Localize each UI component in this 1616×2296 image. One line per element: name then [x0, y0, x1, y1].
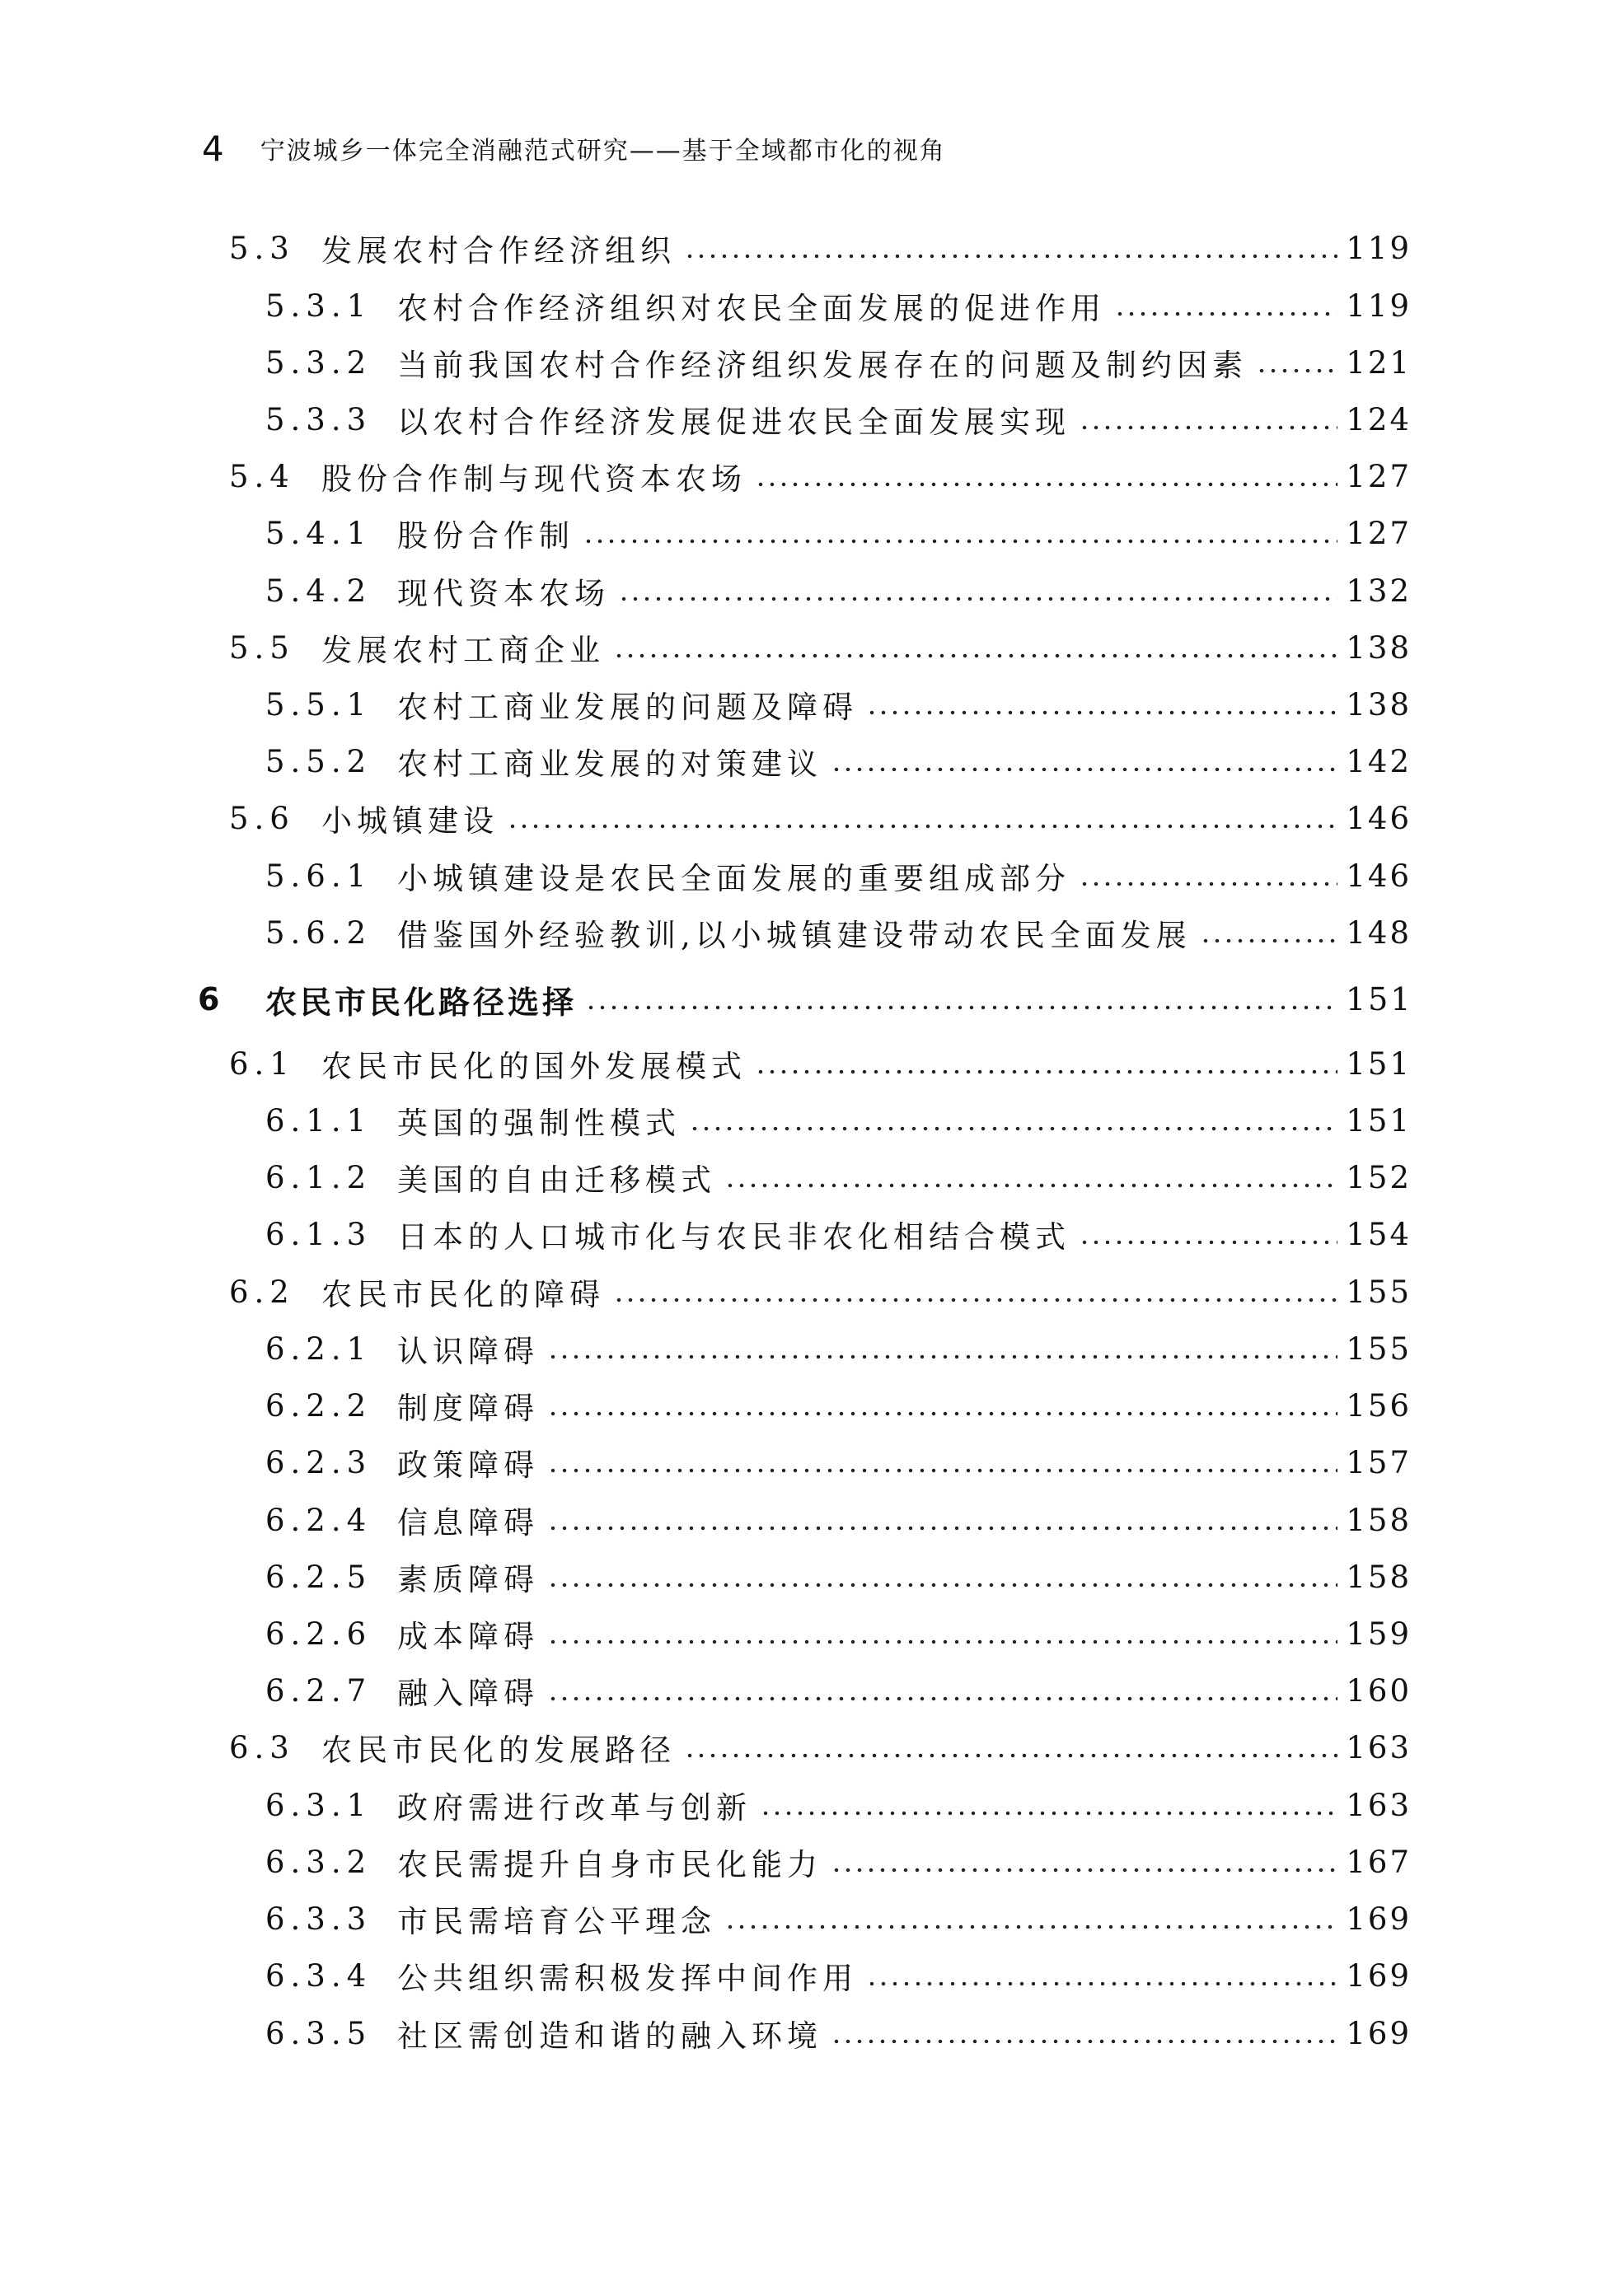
dot-leader	[1200, 917, 1337, 948]
toc-entry-title: 素质障碍	[397, 1562, 539, 1597]
toc-entry-title: 政府需进行改革与创新	[397, 1790, 752, 1826]
dot-leader	[755, 1048, 1337, 1079]
toc-entry-page: 152	[1346, 1159, 1412, 1195]
dot-leader	[547, 1333, 1337, 1364]
toc-entry-title: 农村合作经济组织对农民全面发展的促进作用	[397, 291, 1106, 326]
toc-entry-page: 156	[1346, 1387, 1412, 1424]
dot-leader	[755, 461, 1337, 492]
dot-leader	[684, 232, 1337, 264]
dot-leader	[724, 1903, 1337, 1934]
toc-entry	[229, 797, 1412, 839]
toc-entry-page: 151	[1346, 1102, 1412, 1139]
toc-entry-page: 121	[1346, 344, 1412, 381]
running-header	[202, 124, 946, 173]
toc-entry-title: 农民需提升自身市民化能力	[397, 1847, 822, 1882]
dot-leader	[547, 1561, 1337, 1592]
toc-entry-title: 制度障碍	[397, 1391, 539, 1426]
toc-entry-title: 股份合作制	[397, 518, 574, 554]
toc-entry	[265, 1784, 1412, 1826]
toc-entry-page: 163	[1346, 1787, 1412, 1823]
toc-entry-number: 6.3.5	[265, 2015, 372, 2051]
toc-entry-page: 119	[1346, 230, 1412, 266]
toc-entry-title: 英国的强制性模式	[397, 1106, 681, 1141]
toc-entry-title: 现代资本农场	[397, 576, 610, 611]
toc-entry-number: 5.6.2	[265, 914, 372, 951]
toc-entry	[265, 1555, 1412, 1598]
dot-leader	[684, 1732, 1337, 1763]
toc-entry-title: 美国的自由迁移模式	[397, 1162, 716, 1198]
toc-entry-page: 155	[1346, 1274, 1412, 1310]
toc-entry	[265, 1669, 1412, 1712]
toc-entry-page: 163	[1346, 1729, 1412, 1765]
toc-entry-title: 市民需培育公平理念	[397, 1904, 716, 1939]
toc-entry-number: 6.2.2	[265, 1387, 372, 1424]
toc-entry-title: 小城镇建设	[321, 803, 499, 839]
dot-leader	[724, 1162, 1337, 1193]
toc-entry-title: 成本障碍	[397, 1619, 539, 1654]
toc-entry-title: 农村工商业发展的对策建议	[397, 746, 822, 782]
dot-leader	[689, 1105, 1337, 1136]
toc-entry-page: 157	[1346, 1444, 1412, 1480]
toc-entry-number: 6.2.6	[265, 1616, 372, 1652]
dot-leader	[613, 632, 1337, 663]
toc-entry-page: 169	[1346, 1901, 1412, 1937]
toc-entry-title: 农民市民化的障碍	[321, 1277, 605, 1312]
toc-entry-number: 5.3.2	[265, 344, 372, 381]
dot-leader	[547, 1675, 1337, 1706]
dot-leader	[831, 1846, 1337, 1877]
toc-entry	[265, 1954, 1412, 1997]
toc-entry	[265, 1156, 1412, 1199]
toc-entry-page: 146	[1346, 858, 1412, 894]
toc-entry-number: 6.2.4	[265, 1502, 372, 1538]
toc-entry-title: 小城镇建设是农民全面发展的重要组成部分	[397, 861, 1070, 896]
toc-entry	[265, 284, 1412, 327]
toc-entry-number: 6.2.3	[265, 1444, 372, 1480]
toc-entry	[265, 512, 1412, 554]
toc-entry-number: 5.4.2	[265, 573, 372, 609]
toc-entry-title: 融入障碍	[397, 1676, 539, 1711]
toc-entry-title: 信息障碍	[397, 1505, 539, 1541]
toc-entry-page: 151	[1346, 981, 1413, 1017]
toc-entry-number: 5.3.3	[265, 401, 372, 437]
toc-entry	[198, 978, 1412, 1021]
toc-entry	[229, 227, 1412, 269]
toc-entry-title: 农民市民化路径选择	[265, 984, 578, 1021]
dot-leader	[1079, 860, 1337, 891]
toc-entry	[265, 1384, 1412, 1427]
toc-entry	[265, 740, 1412, 783]
toc-entry	[229, 626, 1412, 669]
toc-entry	[265, 683, 1412, 726]
toc-entry-title: 发展农村合作经济组织	[321, 233, 676, 269]
toc-entry-number: 6.3	[229, 1729, 295, 1765]
dot-leader	[1114, 290, 1337, 321]
toc-entry-number: 5.3.1	[265, 288, 372, 324]
toc-entry-number: 5.6.1	[265, 858, 372, 894]
dot-leader	[760, 1789, 1337, 1821]
toc-entry-number: 5.3	[229, 230, 295, 266]
toc-entry	[229, 1270, 1412, 1313]
toc-entry	[265, 1441, 1412, 1484]
toc-entry-number: 6.3.3	[265, 1901, 372, 1937]
toc-entry	[265, 854, 1412, 897]
toc-entry-page: 154	[1346, 1216, 1412, 1252]
toc-entry-page: 160	[1346, 1672, 1412, 1709]
toc-entry	[265, 1897, 1412, 1940]
dot-leader	[547, 1390, 1337, 1421]
toc-entry-title: 社区需创造和谐的融入环境	[397, 2018, 822, 2054]
dot-leader	[507, 802, 1337, 834]
toc-entry-number: 6.2	[229, 1274, 295, 1310]
toc-entry-page: 124	[1346, 401, 1412, 437]
toc-entry-number: 6.3.4	[265, 1957, 372, 1994]
toc-entry-title: 借鉴国外经验教训,以小城镇建设带动农民全面发展	[397, 918, 1192, 953]
toc-entry-title: 认识障碍	[397, 1334, 539, 1369]
dot-leader	[1079, 1218, 1337, 1250]
toc-entry-number: 6.2.7	[265, 1672, 372, 1709]
toc-entry-number: 6.1.3	[265, 1216, 372, 1252]
toc-entry	[229, 455, 1412, 498]
toc-entry-number: 5.5.2	[265, 743, 372, 779]
dot-leader	[618, 575, 1337, 606]
dot-leader	[547, 1618, 1337, 1649]
toc-entry	[265, 1499, 1412, 1541]
dot-leader	[547, 1447, 1337, 1478]
toc-entry-title: 股份合作制与现代资本农场	[321, 461, 747, 497]
toc-entry-page: 127	[1346, 515, 1412, 551]
toc-entry	[265, 1327, 1412, 1370]
toc-entry-number: 6.1.2	[265, 1159, 372, 1195]
toc-entry-number: 5.4	[229, 458, 295, 494]
toc-entry	[265, 2012, 1412, 2055]
toc-entry-number: 6.2.5	[265, 1559, 372, 1595]
toc-entry-page: 127	[1346, 458, 1412, 494]
toc-entry	[265, 341, 1412, 384]
toc-entry-page: 119	[1346, 288, 1412, 324]
toc-entry	[229, 1042, 1412, 1085]
toc-entry	[265, 569, 1412, 612]
toc-entry-page: 138	[1346, 629, 1412, 666]
toc-entry	[265, 398, 1412, 441]
toc-entry-number: 5.4.1	[265, 515, 372, 551]
toc-entry-title: 农民市民化的国外发展模式	[321, 1049, 747, 1084]
toc-entry-number: 6.2.1	[265, 1330, 372, 1367]
toc-entry-title: 以农村合作经济发展促进农民全面发展实现	[397, 404, 1070, 440]
toc-entry	[265, 1840, 1412, 1883]
dot-leader	[866, 1960, 1337, 1991]
toc-entry-page: 158	[1346, 1559, 1412, 1595]
dot-leader	[585, 984, 1337, 1015]
toc-entry-title: 日本的人口城市化与农民非农化相结合模式	[397, 1219, 1070, 1255]
toc-entry	[265, 1612, 1412, 1655]
toc-entry-page: 132	[1346, 573, 1412, 609]
book-title: 宁波城乡一体完全消融范式研究——基于全域都市化的视角	[260, 137, 946, 166]
toc-entry-page: 142	[1346, 743, 1412, 779]
toc-entry-page: 151	[1346, 1045, 1412, 1082]
toc-entry-page: 169	[1346, 2015, 1412, 2051]
toc-entry-number: 5.6	[229, 800, 295, 836]
toc-entry-title: 农民市民化的发展路径	[321, 1733, 676, 1768]
toc-entry	[265, 911, 1412, 954]
toc-entry-number: 6.3.1	[265, 1787, 372, 1823]
toc-entry-page: 167	[1346, 1844, 1412, 1880]
dot-leader	[613, 1276, 1337, 1307]
toc-entry-title: 发展农村工商企业	[321, 633, 605, 668]
toc-entry-page: 158	[1346, 1502, 1412, 1538]
toc-entry-number: 6.1.1	[265, 1102, 372, 1139]
dot-leader	[583, 517, 1337, 549]
toc-entry-title: 政策障碍	[397, 1447, 539, 1483]
toc-entry-title: 农村工商业发展的问题及障碍	[397, 690, 858, 725]
toc-entry-number: 5.5.1	[265, 686, 372, 722]
dot-leader	[547, 1504, 1337, 1536]
toc-entry-page: 138	[1346, 686, 1412, 722]
dot-leader	[831, 2018, 1337, 2049]
toc-entry-number: 6	[198, 981, 226, 1017]
toc-entry-page: 169	[1346, 1957, 1412, 1994]
page-number: 4	[202, 128, 224, 169]
toc-entry	[265, 1099, 1412, 1142]
toc-entry	[229, 1726, 1412, 1769]
toc-entry-number: 5.5	[229, 629, 295, 666]
toc-entry-page: 148	[1346, 914, 1412, 951]
toc-entry-title: 公共组织需积极发挥中间作用	[397, 1961, 858, 1996]
toc-entry-page: 155	[1346, 1330, 1412, 1367]
dot-leader	[1079, 404, 1337, 435]
toc-entry-title: 当前我国农村合作经济组织发展存在的问题及制约因素	[397, 348, 1248, 383]
toc-entry-number: 6.1	[229, 1045, 295, 1082]
toc-entry-number: 6.3.2	[265, 1844, 372, 1880]
toc-entry-page: 159	[1346, 1616, 1412, 1652]
dot-leader	[831, 746, 1337, 777]
toc-entry-page: 146	[1346, 800, 1412, 836]
dot-leader	[866, 689, 1337, 720]
dot-leader	[1256, 347, 1337, 378]
toc-entry	[265, 1213, 1412, 1256]
